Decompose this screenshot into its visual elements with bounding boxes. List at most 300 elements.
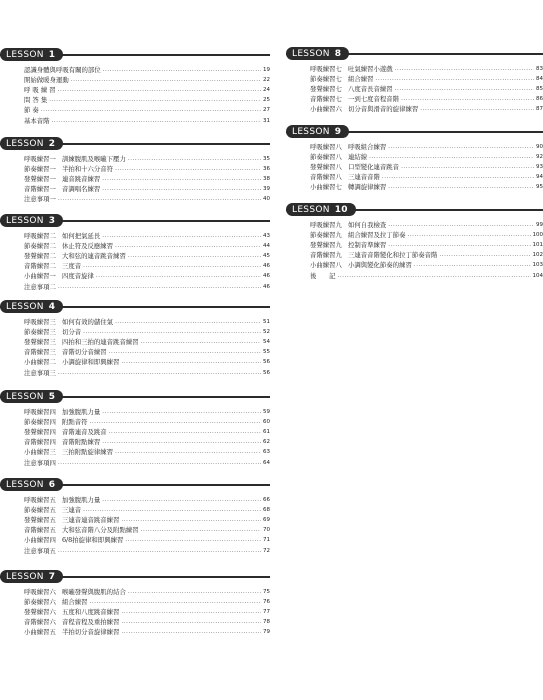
toc-entry[interactable] xyxy=(0,154,270,164)
lesson-word: LESSON xyxy=(6,571,44,582)
entry-title: 組合練習 xyxy=(61,598,88,607)
dot-leader xyxy=(121,618,261,627)
page-number: 52 xyxy=(263,329,270,336)
entry-category: 注意事項一 xyxy=(24,195,56,204)
toc-entry[interactable] xyxy=(286,250,543,260)
page-number: 72 xyxy=(263,547,270,554)
toc-entry[interactable] xyxy=(0,85,270,95)
toc-entry[interactable] xyxy=(0,65,270,75)
entry-category: 小曲練習三 xyxy=(24,448,56,457)
entry-category: 音階練習八 xyxy=(310,173,342,182)
entry-title: 加強腹肌力量 xyxy=(61,408,101,417)
toc-entry[interactable] xyxy=(286,240,543,250)
entry-title: 組合練習及拉丁節奏 xyxy=(347,231,406,240)
dot-leader xyxy=(369,153,534,162)
toc-entry[interactable] xyxy=(286,230,543,240)
toc-entry[interactable] xyxy=(0,617,270,627)
toc-entry[interactable] xyxy=(286,74,543,84)
dot-leader xyxy=(83,262,261,271)
lesson-badge xyxy=(286,125,349,138)
page-number: 19 xyxy=(263,67,270,74)
entry-title: 三連音音階變化和拉丁節奏音階 xyxy=(347,251,438,260)
page-number: 99 xyxy=(536,222,543,229)
toc-entry[interactable] xyxy=(286,152,543,162)
lesson-badge xyxy=(0,137,63,150)
dot-leader xyxy=(395,85,534,94)
dot-leader xyxy=(121,358,261,367)
page-number: 40 xyxy=(263,196,270,203)
entry-category: 呼吸練習四 xyxy=(24,408,56,417)
toc-entry-list xyxy=(0,407,270,468)
toc-entry[interactable] xyxy=(0,261,270,271)
lesson-word: LESSON xyxy=(6,215,44,226)
page-number: 101 xyxy=(532,242,543,249)
lesson-badge xyxy=(0,478,63,491)
entry-category: 小曲練習八 xyxy=(310,261,342,270)
page-number: 85 xyxy=(536,86,543,93)
lesson-badge xyxy=(0,48,63,61)
page-number: 45 xyxy=(263,253,270,260)
toc-entry[interactable] xyxy=(0,607,270,617)
entry-category: 呼吸練習一 xyxy=(24,155,56,164)
toc-entry[interactable] xyxy=(0,174,270,184)
lesson-number: 3 xyxy=(48,215,56,226)
lesson-number: 10 xyxy=(334,204,348,215)
entry-title: 三拍附點旋律練習 xyxy=(61,448,114,457)
page-number: 100 xyxy=(532,232,543,239)
entry-title: 八度音長音練習 xyxy=(347,85,393,94)
toc-entry[interactable] xyxy=(0,337,270,347)
toc-entry[interactable] xyxy=(286,220,543,230)
page-number: 84 xyxy=(536,76,543,83)
dot-leader xyxy=(125,536,261,545)
lesson-header xyxy=(0,214,270,227)
dot-leader xyxy=(382,173,534,182)
entry-title: 切分音 xyxy=(61,328,82,337)
toc-entry[interactable] xyxy=(0,525,270,535)
entry-category: 發聲練習四 xyxy=(24,428,56,437)
entry-title: 休止符及反應練習 xyxy=(61,242,114,251)
lesson-number: 2 xyxy=(48,138,56,149)
toc-entry[interactable] xyxy=(0,164,270,174)
entry-title: 三度音 xyxy=(61,262,82,271)
lesson-section xyxy=(0,48,270,126)
dot-leader xyxy=(128,588,261,597)
page-number: 77 xyxy=(263,609,270,616)
entry-category: 小曲練習四 xyxy=(24,536,56,545)
lesson-word: LESSON xyxy=(6,49,44,60)
toc-entry-list xyxy=(0,495,270,556)
lesson-section xyxy=(286,125,543,192)
entry-title: 6/8拍旋律和即興練習 xyxy=(61,536,124,545)
entry-title: 連音跳音練習 xyxy=(61,175,101,184)
lesson-word: LESSON xyxy=(6,138,44,149)
entry-title: 音調唱名練習 xyxy=(61,185,101,194)
lesson-number: 9 xyxy=(334,126,342,137)
lesson-section xyxy=(286,47,543,114)
lesson-section xyxy=(0,478,270,556)
page-number: 54 xyxy=(263,339,270,346)
lesson-header xyxy=(286,203,543,216)
dot-leader xyxy=(102,232,261,241)
toc-entry[interactable] xyxy=(286,270,543,280)
dot-leader xyxy=(388,183,534,192)
dot-leader xyxy=(388,143,534,152)
dot-leader xyxy=(407,231,530,240)
lesson-section xyxy=(0,390,270,468)
toc-entry[interactable] xyxy=(0,317,270,327)
lesson-word: LESSON xyxy=(292,204,330,215)
lesson-number: 5 xyxy=(48,391,56,402)
page-number: 61 xyxy=(263,429,270,436)
lesson-section xyxy=(0,570,270,637)
dot-leader xyxy=(90,598,261,607)
page-number: 69 xyxy=(263,517,270,524)
page-number: 46 xyxy=(263,283,270,290)
page-number: 56 xyxy=(263,359,270,366)
lesson-badge xyxy=(0,570,63,583)
dot-leader xyxy=(102,185,261,194)
toc-entry[interactable] xyxy=(0,457,270,467)
page-number: 83 xyxy=(536,66,543,73)
toc-entry[interactable] xyxy=(0,587,270,597)
toc-entry-list xyxy=(286,142,543,192)
page-number: 75 xyxy=(263,589,270,596)
toc-entry[interactable] xyxy=(0,545,270,555)
dot-leader xyxy=(121,516,261,525)
lesson-section xyxy=(0,137,270,204)
lesson-badge xyxy=(0,300,63,313)
lesson-header xyxy=(0,48,270,61)
page-number: 87 xyxy=(536,106,543,113)
entry-title: 音階連音及跳音 xyxy=(61,428,107,437)
toc-entry[interactable] xyxy=(286,162,543,172)
entry-category: 認識身體與呼吸有關的部位 xyxy=(24,66,101,75)
toc-entry-list xyxy=(0,317,270,378)
entry-title: 訓練腹肌及喉嚨下壓力 xyxy=(61,155,126,164)
dot-leader xyxy=(90,418,261,427)
lesson-header xyxy=(0,570,270,583)
toc-entry[interactable] xyxy=(0,347,270,357)
toc-entry-list xyxy=(0,154,270,204)
dot-leader xyxy=(103,66,261,75)
entry-title: 如何有效的儲住氣 xyxy=(61,318,114,327)
page-number: 27 xyxy=(263,107,270,114)
dot-leader xyxy=(115,318,261,327)
toc-entry[interactable] xyxy=(0,194,270,204)
lesson-word: LESSON xyxy=(292,48,330,59)
dot-leader xyxy=(115,448,261,457)
toc-entry[interactable] xyxy=(0,495,270,505)
page-number: 95 xyxy=(536,184,543,191)
entry-title: 如何自我檢查 xyxy=(347,221,387,230)
entry-title: 一到七度音程音階 xyxy=(347,95,400,104)
entry-category: 小曲練習二 xyxy=(24,358,56,367)
entry-title: 吐氣練習小遊戲 xyxy=(347,65,393,74)
entry-category: 呼 吸 練 習 xyxy=(24,86,56,95)
entry-category: 音階練習三 xyxy=(24,348,56,357)
dot-leader xyxy=(128,155,261,164)
toc-entry[interactable] xyxy=(0,447,270,457)
toc-entry[interactable] xyxy=(0,535,270,545)
lesson-header xyxy=(0,137,270,150)
entry-title: 半拍和十六分音符 xyxy=(61,165,114,174)
dot-leader xyxy=(115,165,261,174)
page-number: 25 xyxy=(263,97,270,104)
entry-title: 如何把氣延長 xyxy=(61,232,101,241)
entry-category: 小曲練習六 xyxy=(310,105,342,114)
entry-category: 開始做暖身運動 xyxy=(24,76,69,85)
page-number: 66 xyxy=(263,497,270,504)
dot-leader xyxy=(58,195,261,204)
lesson-number: 6 xyxy=(48,479,56,490)
toc-entry[interactable] xyxy=(286,84,543,94)
lesson-header xyxy=(0,390,270,403)
page-number: 63 xyxy=(263,449,270,456)
page-number: 59 xyxy=(263,409,270,416)
toc-entry[interactable] xyxy=(286,142,543,152)
dot-leader xyxy=(121,608,261,617)
entry-category: 呼吸練習九 xyxy=(310,221,342,230)
page-number: 60 xyxy=(263,419,270,426)
toc-entry[interactable] xyxy=(286,260,543,270)
toc-entry[interactable] xyxy=(0,271,270,281)
entry-category: 音階練習四 xyxy=(24,438,56,447)
page-number: 71 xyxy=(263,537,270,544)
toc-entry[interactable] xyxy=(286,172,543,182)
lesson-header xyxy=(0,478,270,491)
toc-entry[interactable] xyxy=(286,104,543,114)
toc-entry-list xyxy=(286,220,543,281)
dot-leader xyxy=(401,163,534,172)
toc-entry[interactable] xyxy=(0,505,270,515)
entry-category: 音階練習七 xyxy=(310,95,342,104)
entry-category: 呼吸練習六 xyxy=(24,588,56,597)
dot-leader xyxy=(102,496,261,505)
toc-entry[interactable] xyxy=(0,437,270,447)
lesson-word: LESSON xyxy=(292,126,330,137)
page-number: 22 xyxy=(263,77,270,84)
page-number: 102 xyxy=(532,252,543,259)
dot-leader xyxy=(83,328,261,337)
entry-category: 音階練習一 xyxy=(24,185,56,194)
toc-entry-list xyxy=(0,587,270,637)
page-number: 79 xyxy=(263,629,270,636)
entry-title: 四度音旋律 xyxy=(61,272,94,281)
dot-leader xyxy=(96,272,261,281)
entry-category: 注意事項五 xyxy=(24,546,56,555)
toc-entry[interactable] xyxy=(0,231,270,241)
dot-leader xyxy=(102,408,261,417)
toc-entry[interactable] xyxy=(0,251,270,261)
dot-leader xyxy=(121,628,261,637)
entry-category: 發聲練習一 xyxy=(24,175,56,184)
toc-entry[interactable] xyxy=(0,241,270,251)
page-number: 46 xyxy=(263,263,270,270)
entry-category: 發聲練習二 xyxy=(24,252,56,261)
page-number: 43 xyxy=(263,233,270,240)
toc-entry[interactable] xyxy=(286,182,543,192)
page-number: 76 xyxy=(263,599,270,606)
toc-entry[interactable] xyxy=(0,357,270,367)
dot-leader xyxy=(388,221,534,230)
entry-category: 注意事項三 xyxy=(24,368,56,377)
dot-leader xyxy=(115,242,261,251)
page-number: 51 xyxy=(263,319,270,326)
dot-leader xyxy=(128,252,261,261)
toc-entry[interactable] xyxy=(0,184,270,194)
entry-category: 小曲練習一 xyxy=(24,272,56,281)
entry-title: 切分音與滑音的旋律練習 xyxy=(347,105,419,114)
toc-entry[interactable] xyxy=(0,105,270,115)
toc-entry[interactable] xyxy=(0,407,270,417)
entry-category: 節奏練習九 xyxy=(310,231,342,240)
entry-title: 四拍和三拍的連音跳音練習 xyxy=(61,338,139,347)
page-number: 86 xyxy=(536,96,543,103)
dot-leader xyxy=(102,438,261,447)
entry-title: 呼吸組合練習 xyxy=(347,143,387,152)
page-number: 38 xyxy=(263,176,270,183)
page-number: 62 xyxy=(263,439,270,446)
dot-leader xyxy=(58,283,261,292)
lesson-badge xyxy=(0,390,63,403)
entry-title: 控制音準練習 xyxy=(347,241,387,250)
page-number: 31 xyxy=(263,117,270,124)
entry-title: 半拍切分音旋律練習 xyxy=(61,628,120,637)
dot-leader xyxy=(141,338,261,347)
entry-category: 節奏練習七 xyxy=(310,75,342,84)
toc-entry[interactable] xyxy=(0,327,270,337)
entry-title: 加強腹肌力量 xyxy=(61,496,101,505)
toc-entry[interactable] xyxy=(0,597,270,607)
entry-title: 三連音 xyxy=(61,506,82,515)
dot-leader xyxy=(338,272,531,281)
toc-entry[interactable] xyxy=(0,427,270,437)
dot-leader xyxy=(109,348,261,357)
toc-entry-list xyxy=(0,231,270,292)
entry-category: 節奏練習五 xyxy=(24,506,56,515)
lesson-badge xyxy=(286,47,349,60)
page-number: 35 xyxy=(263,156,270,163)
entry-title: 三連音連音跳音練習 xyxy=(61,516,120,525)
dot-leader xyxy=(102,175,261,184)
dot-leader xyxy=(439,251,530,260)
lesson-header xyxy=(286,125,543,138)
entry-category: 音階練習五 xyxy=(24,526,56,535)
dot-leader xyxy=(49,96,261,105)
entry-title: 三連音音階 xyxy=(347,173,380,182)
page-number: 64 xyxy=(263,459,270,466)
entry-category: 節奏練習一 xyxy=(24,165,56,174)
entry-category: 節奏練習三 xyxy=(24,328,56,337)
toc-entry[interactable] xyxy=(0,115,270,125)
entry-category: 呼吸練習三 xyxy=(24,318,56,327)
entry-title: 音階附點練習 xyxy=(61,438,101,447)
page-number: 46 xyxy=(263,273,270,280)
lesson-number: 1 xyxy=(48,49,56,60)
entry-category: 小曲練習七 xyxy=(310,183,342,192)
page-number: 104 xyxy=(532,272,543,279)
page-number: 78 xyxy=(263,619,270,626)
entry-category: 音階練習二 xyxy=(24,262,56,271)
page-number: 39 xyxy=(263,186,270,193)
lesson-header xyxy=(286,47,543,60)
entry-category: 發聲練習七 xyxy=(310,85,342,94)
dot-leader xyxy=(414,261,531,270)
entry-category: 注意事項四 xyxy=(24,458,56,467)
entry-title: 音階切分音練習 xyxy=(61,348,107,357)
entry-category: 音階練習六 xyxy=(24,618,56,627)
dot-leader xyxy=(58,86,261,95)
lesson-section xyxy=(286,203,543,281)
entry-title: 五度和八度跳音練習 xyxy=(61,608,120,617)
entry-category: 基本音階 xyxy=(24,116,50,125)
dot-leader xyxy=(141,526,261,535)
dot-leader xyxy=(401,95,534,104)
entry-title: 轉調旋律練習 xyxy=(347,183,387,192)
lesson-number: 4 xyxy=(48,301,56,312)
toc-entry[interactable] xyxy=(286,64,543,74)
entry-title: 組合練習 xyxy=(347,75,374,84)
page-number: 70 xyxy=(263,527,270,534)
dot-leader xyxy=(71,76,261,85)
page-number: 103 xyxy=(532,262,543,269)
toc-entry-list xyxy=(286,64,543,114)
entry-category: 呼吸練習八 xyxy=(310,143,342,152)
dot-leader xyxy=(58,459,261,468)
toc-entry-list xyxy=(0,65,270,126)
entry-category: 發聲練習三 xyxy=(24,338,56,347)
page-number: 68 xyxy=(263,507,270,514)
entry-title: 連結線 xyxy=(347,153,368,162)
entry-category: 發聲練習六 xyxy=(24,608,56,617)
entry-title: 喉嚨發聲與腹肌的結合 xyxy=(61,588,126,597)
page-number: 90 xyxy=(536,144,543,151)
entry-category: 節 奏 xyxy=(24,106,39,115)
toc-entry[interactable] xyxy=(0,627,270,637)
lesson-word: LESSON xyxy=(6,391,44,402)
entry-title: 大和弦的連音跳音練習 xyxy=(61,252,126,261)
toc-entry[interactable] xyxy=(0,281,270,291)
toc-entry[interactable] xyxy=(0,95,270,105)
entry-title: 音程音程及重拍練習 xyxy=(61,618,120,627)
dot-leader xyxy=(420,105,534,114)
entry-category: 問 答 集 xyxy=(24,96,48,105)
page-number: 24 xyxy=(263,87,270,94)
entry-category: 注意事項二 xyxy=(24,282,56,291)
dot-leader xyxy=(52,117,261,126)
lesson-word: LESSON xyxy=(6,479,44,490)
page-number: 94 xyxy=(536,174,543,181)
entry-title: 附點音符 xyxy=(61,418,88,427)
entry-category: 小曲練習五 xyxy=(24,628,56,637)
dot-leader xyxy=(376,75,534,84)
entry-category: 呼吸練習七 xyxy=(310,65,342,74)
toc-entry[interactable] xyxy=(0,515,270,525)
page-number: 93 xyxy=(536,164,543,171)
page-number: 92 xyxy=(536,154,543,161)
page-number: 55 xyxy=(263,349,270,356)
toc-entry[interactable] xyxy=(286,94,543,104)
entry-title: 小調旋律和即興練習 xyxy=(61,358,120,367)
dot-leader xyxy=(109,428,261,437)
lesson-badge xyxy=(0,214,63,227)
dot-leader xyxy=(395,65,534,74)
entry-category: 發聲練習八 xyxy=(310,163,342,172)
toc-entry[interactable] xyxy=(0,367,270,377)
toc-entry[interactable] xyxy=(0,75,270,85)
toc-entry[interactable] xyxy=(0,417,270,427)
